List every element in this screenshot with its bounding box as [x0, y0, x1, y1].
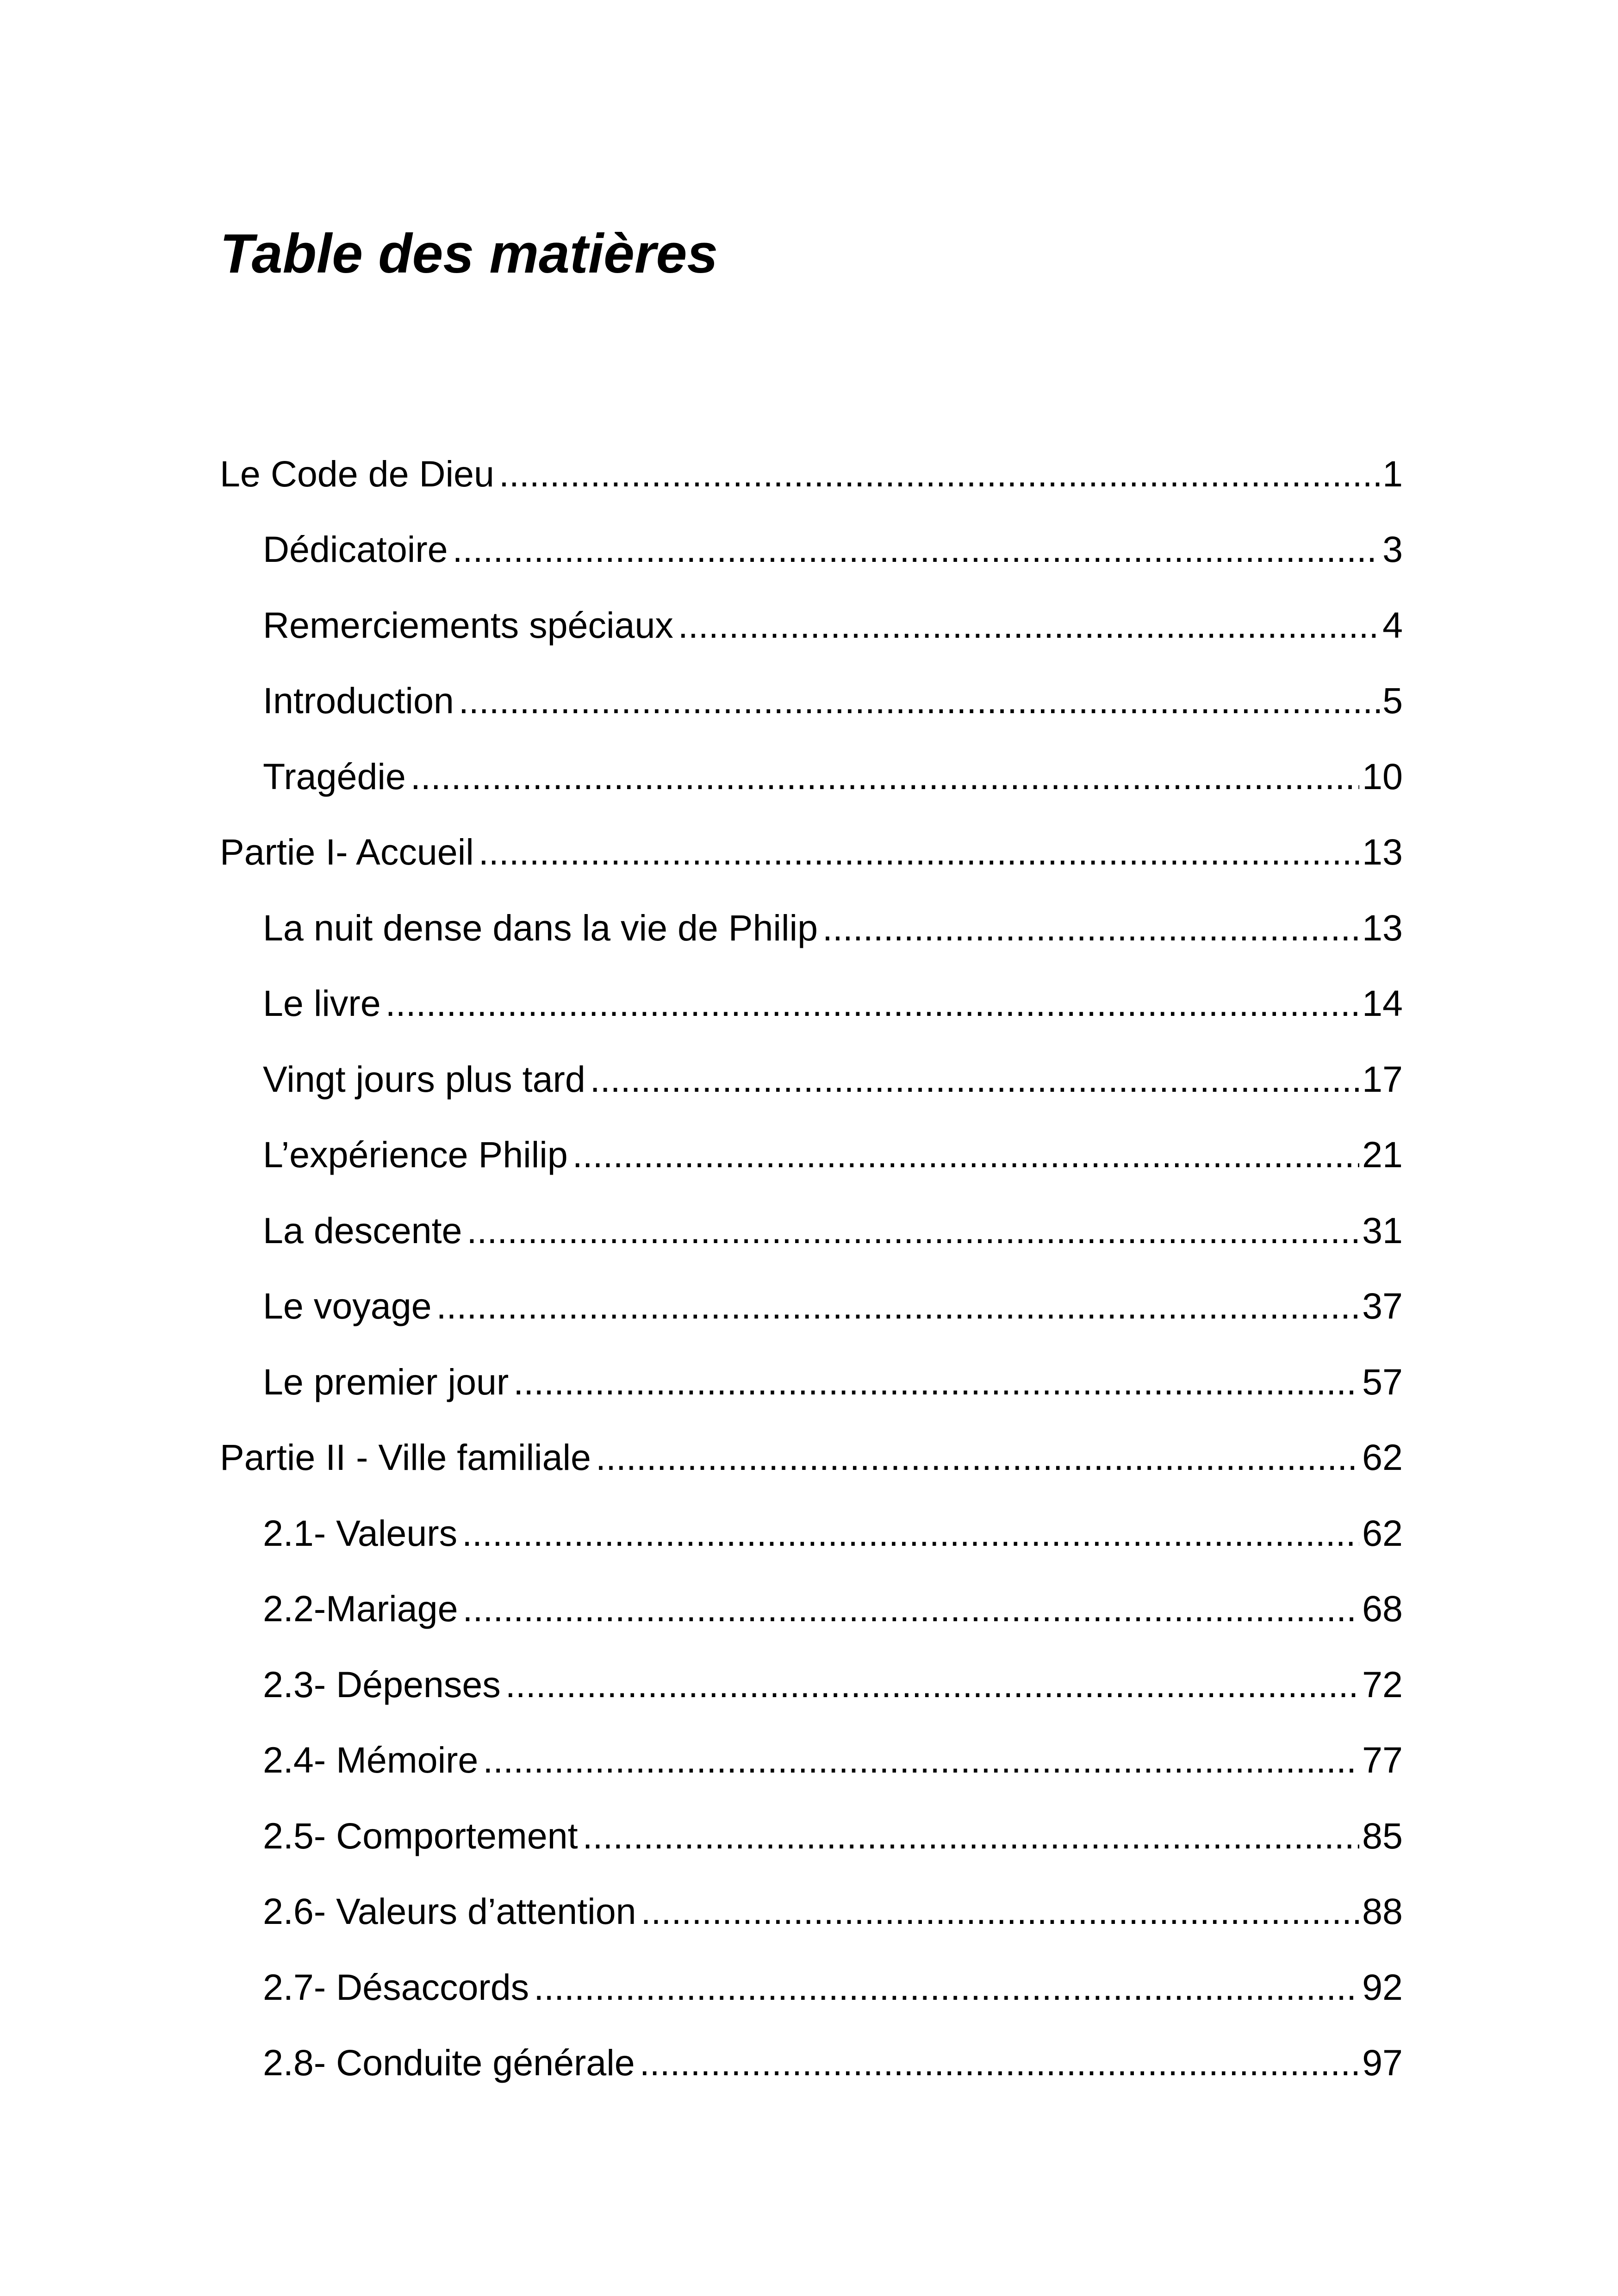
toc-page-number: 10	[1362, 755, 1403, 797]
toc-dot-leader	[459, 678, 1380, 724]
toc-page-number: 92	[1362, 1966, 1403, 2008]
toc-entry[interactable]	[0, 1481, 1618, 1556]
toc-dot-leader	[483, 1737, 1359, 1783]
toc-entry-label: L’expérience Philip	[263, 1134, 568, 1175]
toc-dot-leader	[499, 451, 1380, 497]
toc-dot-leader	[513, 1359, 1359, 1405]
toc-entry[interactable]	[0, 1254, 1618, 1330]
toc-dot-leader	[479, 829, 1359, 875]
toc-entry-label: Remerciements spéciaux	[263, 604, 673, 646]
toc-list	[0, 421, 1618, 2086]
toc-entry-label: 2.6- Valeurs d’attention	[263, 1891, 636, 1932]
toc-dot-leader	[462, 1510, 1359, 1556]
toc-page-number: 97	[1362, 2042, 1403, 2083]
toc-entry[interactable]	[0, 2010, 1618, 2086]
toc-dot-leader	[641, 1888, 1360, 1935]
toc-dot-leader	[436, 1283, 1360, 1329]
toc-entry[interactable]	[0, 421, 1618, 497]
toc-entry[interactable]	[0, 1859, 1618, 1935]
toc-entry[interactable]	[0, 1329, 1618, 1405]
toc-dot-leader	[386, 980, 1359, 1027]
toc-entry-label: Le voyage	[263, 1285, 432, 1326]
toc-entry[interactable]	[0, 1178, 1618, 1254]
toc-entry[interactable]	[0, 648, 1618, 724]
toc-entry[interactable]	[0, 800, 1618, 876]
toc-page-number: 57	[1362, 1361, 1403, 1402]
toc-entry-label: 2.5- Comportement	[263, 1815, 578, 1856]
toc-dot-leader	[590, 1056, 1359, 1102]
toc-entry[interactable]	[0, 1102, 1618, 1178]
toc-page-number: 21	[1362, 1134, 1403, 1175]
toc-dot-leader	[505, 1661, 1359, 1708]
toc-entry[interactable]	[0, 1935, 1618, 2010]
toc-entry-label: 2.7- Désaccords	[263, 1966, 529, 2008]
toc-page-number: 31	[1362, 1209, 1403, 1251]
toc-dot-leader	[534, 1964, 1359, 2010]
toc-page-number: 62	[1362, 1437, 1403, 1478]
toc-entry[interactable]	[0, 875, 1618, 951]
toc-page-number: 17	[1362, 1058, 1403, 1100]
toc-entry-label: Le livre	[263, 983, 381, 1024]
toc-entry-label: 2.8- Conduite générale	[263, 2042, 635, 2083]
toc-entry[interactable]	[0, 1405, 1618, 1481]
toc-entry-label: 2.4- Mémoire	[263, 1739, 479, 1780]
toc-page-number: 62	[1362, 1512, 1403, 1554]
toc-dot-leader	[463, 1586, 1360, 1632]
toc-entry-label: Le premier jour	[263, 1361, 509, 1402]
toc-dot-leader	[678, 602, 1380, 648]
toc-entry[interactable]	[0, 572, 1618, 648]
toc-entry-label: Introduction	[263, 680, 454, 721]
toc-entry-label: Tragédie	[263, 755, 406, 797]
toc-entry-label: 2.2-Mariage	[263, 1588, 458, 1629]
toc-dot-leader	[596, 1434, 1359, 1481]
toc-entry[interactable]	[0, 497, 1618, 573]
toc-page-number: 1	[1382, 453, 1403, 494]
toc-dot-leader	[467, 1207, 1359, 1254]
toc-title: Table des matières	[220, 223, 718, 285]
toc-dot-leader	[822, 905, 1359, 951]
toc-page-number: 5	[1382, 680, 1403, 721]
toc-page-number: 72	[1362, 1663, 1403, 1705]
toc-dot-leader	[640, 2040, 1359, 2086]
toc-entry[interactable]	[0, 951, 1618, 1027]
toc-page-number: 68	[1362, 1588, 1403, 1629]
toc-page-number: 77	[1362, 1739, 1403, 1780]
toc-entry-label: Partie I- Accueil	[220, 831, 474, 872]
toc-page-number: 3	[1382, 529, 1403, 570]
toc-entry-label: La descente	[263, 1209, 462, 1251]
toc-entry-label: Partie II - Ville familiale	[220, 1437, 591, 1478]
toc-entry-label: La nuit dense dans la vie de Philip	[263, 907, 818, 948]
toc-entry-label: Dédicatoire	[263, 529, 448, 570]
toc-entry[interactable]	[0, 1556, 1618, 1632]
toc-dot-leader	[411, 753, 1359, 800]
toc-page-number: 13	[1362, 831, 1403, 872]
toc-page-number: 14	[1362, 983, 1403, 1024]
toc-dot-leader	[573, 1132, 1359, 1178]
toc-page-number: 88	[1362, 1891, 1403, 1932]
toc-dot-leader	[583, 1813, 1360, 1859]
toc-entry-label: Le Code de Dieu	[220, 453, 494, 494]
toc-entry-label: Vingt jours plus tard	[263, 1058, 585, 1100]
toc-page-number: 4	[1382, 604, 1403, 646]
toc-entry[interactable]	[0, 1632, 1618, 1708]
toc-page-number: 37	[1362, 1285, 1403, 1326]
toc-entry[interactable]	[0, 1027, 1618, 1102]
toc-page-number: 13	[1362, 907, 1403, 948]
toc-entry[interactable]	[0, 1783, 1618, 1859]
toc-entry-label: 2.3- Dépenses	[263, 1663, 501, 1705]
toc-entry[interactable]	[0, 1708, 1618, 1784]
toc-page-number: 85	[1362, 1815, 1403, 1856]
toc-entry[interactable]	[0, 724, 1618, 800]
toc-entry-label: 2.1- Valeurs	[263, 1512, 458, 1554]
toc-dot-leader	[453, 526, 1380, 572]
